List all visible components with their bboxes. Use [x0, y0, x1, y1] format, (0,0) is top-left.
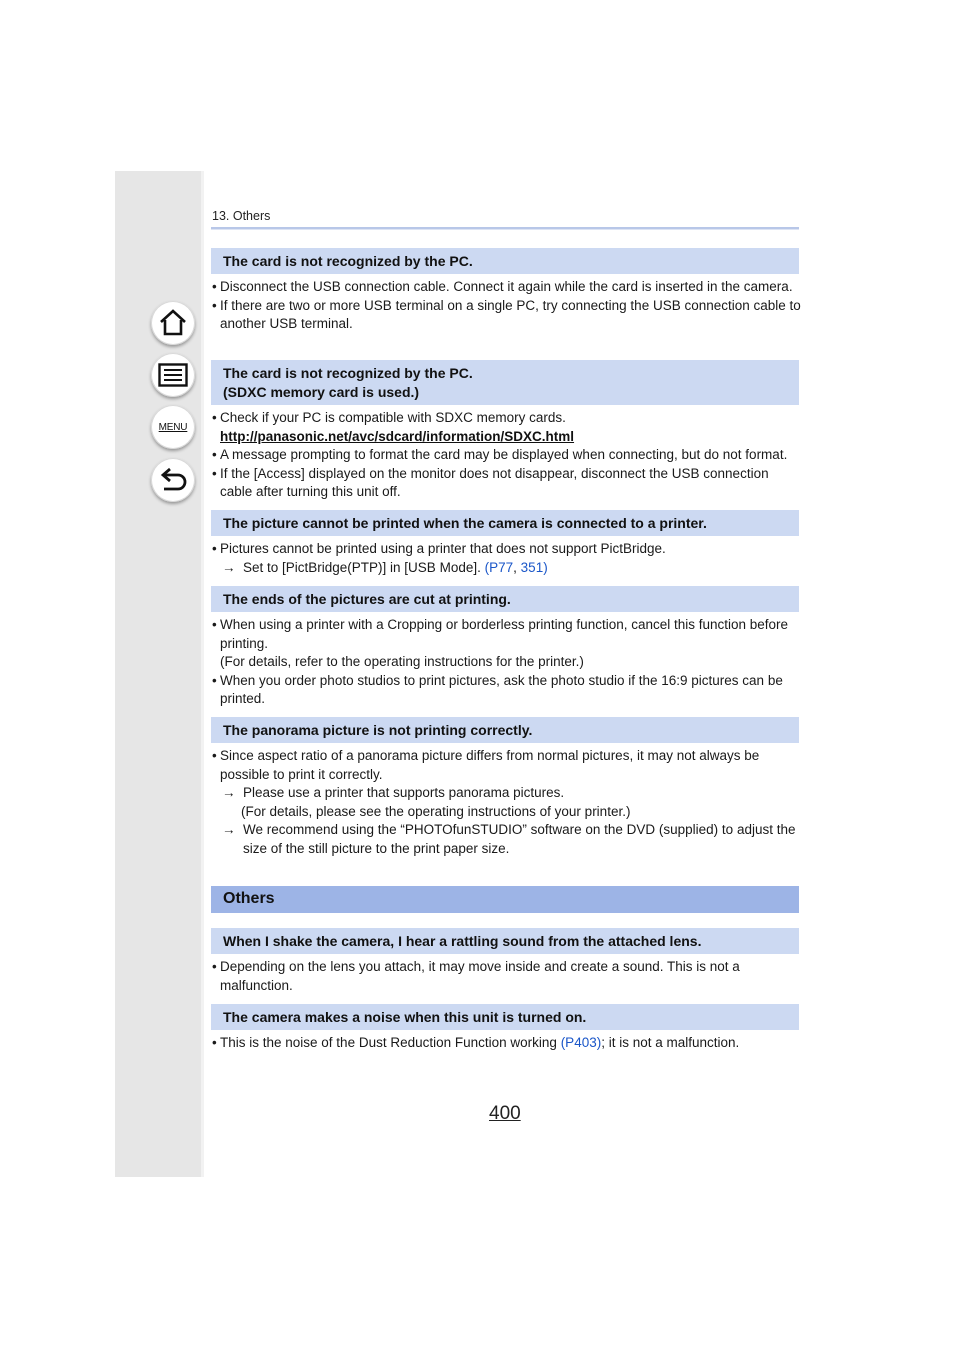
menu-button[interactable]: [151, 405, 195, 449]
section-heading: [211, 360, 799, 405]
back-arrow-icon: [158, 466, 188, 494]
section-body: [212, 747, 802, 858]
heading-line: (SDXC memory card is used.): [223, 384, 420, 400]
arrow-icon: →: [222, 785, 236, 800]
list-item: • This is the noise of the Dust Reduction Function working (P403); it is not a malfunction.: [212, 1035, 740, 1050]
list-item: • When using a printer with a Cropping or borderless printing function, cancel this function before printing. (For details, refer to the operating instructions for the printer.): [212, 617, 789, 669]
section-heading: The card is not recognized by the PC.: [211, 248, 799, 274]
section-heading: The panorama picture is not printing correctly.: [211, 717, 799, 743]
section-heading: The camera makes a noise when this unit is turned on.: [211, 1004, 799, 1030]
home-icon: [158, 308, 188, 338]
contents-button[interactable]: [151, 353, 195, 397]
list-icon: [158, 363, 188, 387]
home-button[interactable]: [151, 301, 195, 345]
arrow-icon: →: [222, 559, 236, 575]
page-number: 400: [489, 1103, 521, 1124]
sub-item: → Please use a printer that supports panorama pictures.: [212, 784, 802, 803]
list-item: • Depending on the lens you attach, it may move inside and create a sound. This is not a malfunction.: [212, 959, 740, 993]
list-item: • Disconnect the USB connection cable. Connect it again while the card is inserted in the camera.: [212, 279, 793, 294]
list-item: • Pictures cannot be printed using a printer that does not support PictBridge.: [212, 541, 666, 556]
section-heading: The picture cannot be printed when the camera is connected to a printer.: [211, 510, 799, 536]
others-heading: Others: [211, 886, 799, 913]
chapter-title: 13. Others: [212, 209, 271, 223]
section-body: [212, 616, 802, 709]
sub-item: → We recommend using the “PHOTOfunSTUDIO” software on the DVD (supplied) to adjust the size of the still picture to the print paper size.: [222, 822, 796, 856]
list-item: • If the [Access] displayed on the monitor does not disappear, disconnect the USB connection cable after turning this unit off.: [212, 465, 769, 499]
section-body: [212, 278, 802, 334]
chapter-divider-shadow: [211, 229, 799, 230]
list-item: • If there are two or more USB terminal on a single PC, try connecting the USB connection cable to another USB terminal.: [212, 297, 801, 331]
list-item: • When you order photo studios to print pictures, ask the photo studio if the 16:9 pictures can be printed.: [212, 672, 783, 706]
section-body: [212, 540, 802, 577]
list-item: • A message prompting to format the card may be displayed when connecting, but do not format.: [212, 447, 788, 462]
sub-item-note: (For details, please see the operating instructions of your printer.): [241, 803, 631, 819]
section-body: [212, 1034, 802, 1053]
page-ref-link[interactable]: (P77: [484, 559, 514, 575]
page-ref-link[interactable]: 351): [520, 559, 548, 575]
sidebar-edge: [201, 171, 204, 1177]
sub-item: → Set to [PictBridge(PTP)] in [USB Mode]. (P77, 351): [212, 559, 802, 578]
heading-line: The card is not recognized by the PC.: [223, 365, 473, 381]
page-ref-link[interactable]: (P403): [560, 1035, 602, 1050]
back-button[interactable]: [151, 458, 195, 502]
section-body: [212, 409, 802, 502]
section-heading: The ends of the pictures are cut at printing.: [211, 586, 799, 612]
sdxc-info-link[interactable]: http://panasonic.net/avc/sdcard/information/SDXC.html: [220, 428, 575, 444]
menu-label: MENU: [158, 421, 188, 433]
section-body: [212, 958, 802, 995]
list-item: • Since aspect ratio of a panorama picture differs from normal pictures, it may not always be possible to print it correctly.: [212, 748, 760, 782]
section-heading: When I shake the camera, I hear a rattling sound from the attached lens.: [211, 928, 799, 954]
arrow-icon: →: [222, 822, 236, 837]
list-item: • Check if your PC is compatible with SDXC memory cards. http://panasonic.net/avc/sdcard/information/SDXC.html: [212, 410, 575, 444]
